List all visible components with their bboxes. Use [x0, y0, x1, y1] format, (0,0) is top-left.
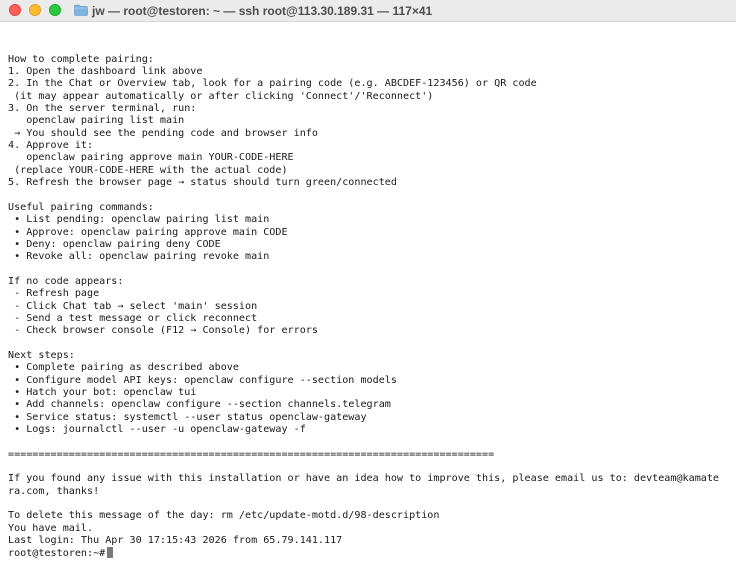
terminal-line: 2. In the Chat or Overview tab, look for a pairing code (e.g. ABCDEF-123456) or QR code — [8, 78, 537, 90]
terminal-line: 1. Open the dashboard link above — [8, 66, 203, 78]
terminal-line: How to complete pairing: — [8, 53, 154, 65]
terminal-line: ra.com, thanks! — [8, 485, 100, 497]
terminal-line: • Deny: openclaw pairing deny CODE — [8, 238, 221, 250]
terminal-line: • Service status: systemctl --user status openclaw-gateway — [8, 411, 367, 423]
shell-prompt: root@testoren:~# — [8, 548, 106, 560]
terminal-line: - Refresh page — [8, 288, 100, 300]
terminal-line: ================================================================================ — [8, 448, 495, 460]
terminal-line — [8, 189, 732, 201]
terminal-line: • Approve: openclaw pairing approve main CODE — [8, 226, 288, 238]
terminal-line: To delete this message of the day: rm /etc/update-motd.d/98-description — [8, 510, 440, 522]
terminal-line: 4. Approve it: — [8, 140, 94, 152]
zoom-icon[interactable] — [49, 4, 61, 16]
terminal-line: You have mail. — [8, 522, 94, 534]
terminal-line — [8, 461, 732, 473]
terminal-line: openclaw pairing approve main YOUR-CODE-HERE — [8, 152, 294, 164]
terminal-line — [8, 264, 732, 276]
terminal-line: - Check browser console (F12 → Console) for errors — [8, 325, 318, 337]
terminal-line: Useful pairing commands: — [8, 201, 154, 213]
terminal-line: • Configure model API keys: openclaw configure --section models — [8, 374, 397, 386]
terminal-output[interactable] — [8, 29, 732, 560]
terminal-line: • Logs: journalctl --user -u openclaw-gateway -f — [8, 424, 306, 435]
terminal-line: • Add channels: openclaw configure --section channels.telegram — [8, 399, 391, 411]
prompt-line[interactable] — [8, 547, 732, 559]
terminal-line: • List pending: openclaw pairing list main — [8, 214, 270, 226]
terminal-line — [8, 498, 732, 510]
minimize-icon[interactable] — [29, 4, 41, 16]
terminal-line: → You should see the pending code and browser info — [8, 127, 318, 139]
terminal-line: (replace YOUR-CODE-HERE with the actual code) — [8, 164, 288, 176]
terminal-line: • Complete pairing as described above — [8, 362, 239, 374]
terminal-line: - Click Chat tab → select 'main' session — [8, 300, 258, 312]
close-icon[interactable] — [9, 4, 21, 16]
terminal-line: • Hatch your bot: openclaw tui — [8, 386, 197, 398]
terminal-line: 3. On the server terminal, run: — [8, 103, 197, 115]
terminal-line: 5. Refresh the browser page → status should turn green/connected — [8, 177, 397, 189]
terminal-line — [8, 436, 732, 448]
terminal-line: If you found any issue with this installation or have an idea how to improve this, please email us to: devteam@kamate — [8, 473, 720, 485]
terminal-line: Next steps: — [8, 349, 75, 361]
terminal-line: - Send a test message or click reconnect — [8, 312, 258, 324]
terminal-line: openclaw pairing list main — [8, 115, 185, 127]
terminal-line — [8, 338, 732, 350]
terminal-line: If no code appears: — [8, 275, 124, 287]
terminal-line: • Revoke all: openclaw pairing revoke main — [8, 251, 270, 263]
title-bar[interactable] — [0, 0, 736, 22]
terminal-line: (it may appear automatically or after clicking 'Connect'/'Reconnect') — [8, 90, 434, 102]
text-cursor — [107, 547, 113, 558]
terminal-line: Last login: Thu Apr 30 17:15:43 2026 from 65.79.141.117 — [8, 535, 343, 547]
window-title: jw — root@testoren: ~ — ssh root@113.30.189.31 — 117×41 — [92, 4, 433, 18]
folder-icon — [74, 4, 88, 16]
